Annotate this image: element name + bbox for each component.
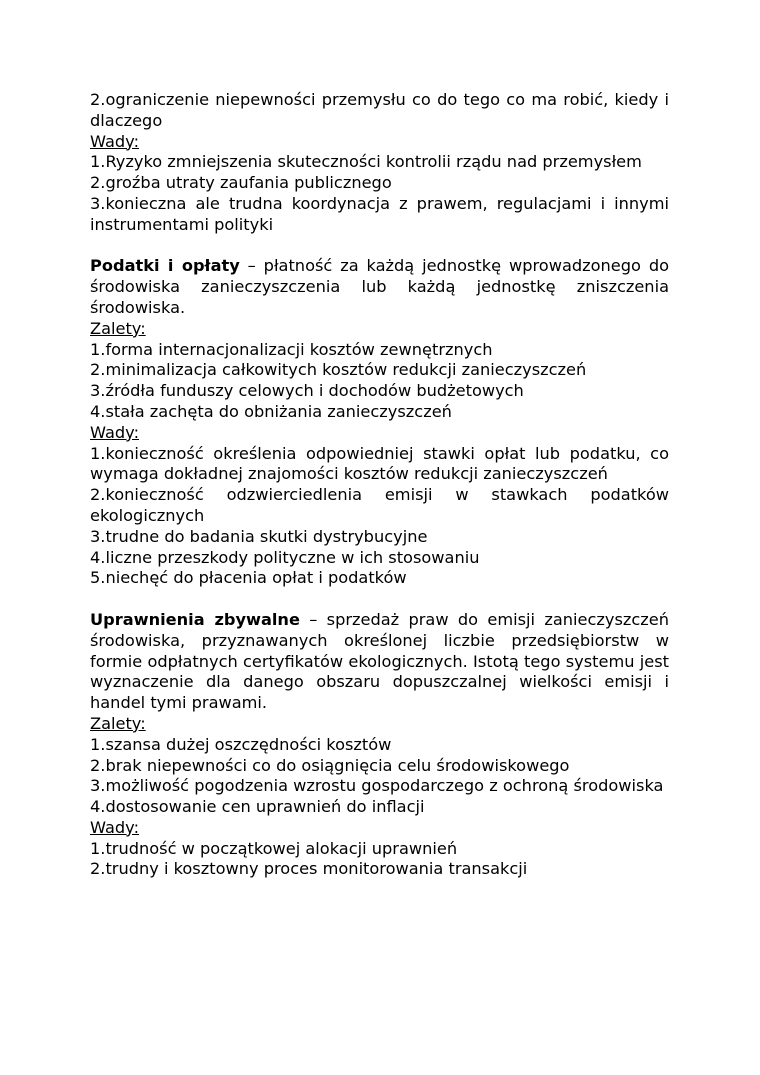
- list-item: 1.forma internacjonalizacji kosztów zewnętrznych: [90, 339, 493, 359]
- definition-text: – sprzedaż praw do emisji zanieczyszczeń środowiska, przyznawanych określonej liczbie przedsiębiorstw w formie odpłatnych certyfikatów ekologicznych. Istotą tego systemu jest wyznaczenie dla danego obszaru dopuszczalnej wielkości emisji i handel tymi prawami.: [90, 609, 669, 713]
- list-item: 4.dostosowanie cen uprawnień do inflacji: [90, 797, 425, 817]
- wady-heading: Wady:: [90, 817, 140, 837]
- list-item: 2.konieczność odzwierciedlenia emisji w stawkach podatków ekologicznych: [90, 485, 669, 525]
- list-item: 2.groźba utraty zaufania publicznego: [90, 173, 392, 193]
- zalety-heading: Zalety:: [90, 318, 146, 338]
- list-item: 4.liczne przeszkody polityczne w ich stosowaniu: [90, 547, 480, 567]
- section-term: Uprawnienia zbywalne: [90, 609, 300, 629]
- list-item: 1.trudność w początkowej alokacji uprawnień: [90, 838, 458, 858]
- list-item: 5.niechęć do płacenia opłat i podatków: [90, 568, 407, 588]
- list-item: 3.konieczna ale trudna koordynacja z prawem, regulacjami i innymi instrumentami polityki: [90, 193, 669, 234]
- wady-heading: Wady:: [90, 422, 140, 442]
- section-definition: [90, 256, 669, 318]
- list-item: 2.brak niepewności co do osiągnięcia celu środowiskowego: [90, 755, 570, 775]
- list-item: 1.szansa dużej oszczędności kosztów: [90, 734, 392, 754]
- list-item: 4.stała zachęta do obniżania zanieczyszczeń: [90, 401, 452, 421]
- list-item: 3.możliwość pogodzenia wzrostu gospodarczego z ochroną środowiska: [90, 776, 664, 796]
- spacer: [90, 236, 669, 257]
- list-item: 1.konieczność określenia odpowiedniej stawki opłat lub podatku, co wymaga dokładnej znajomości kosztów redukcji zanieczyszczeń: [90, 443, 669, 484]
- document-page: [90, 90, 669, 880]
- section-definition: [90, 610, 669, 714]
- list-item: 2.ograniczenie niepewności przemysłu co do tego co ma robić, kiedy i dlaczego: [90, 90, 669, 130]
- list-item: 2.trudny i kosztowny proces monitorowania transakcji: [90, 859, 528, 879]
- list-item: 2.minimalizacja całkowitych kosztów redukcji zanieczyszczeń: [90, 360, 587, 380]
- spacer: [90, 589, 669, 610]
- list-item: 3.trudne do badania skutki dystrybucyjne: [90, 526, 428, 546]
- list-item: 1.Ryzyko zmniejszenia skuteczności kontrolii rządu nad przemysłem: [90, 152, 642, 172]
- zalety-heading: Zalety:: [90, 713, 146, 733]
- definition-text: – płatność za każdą jednostkę wprowadzonego do środowiska zanieczyszczenia lub każdą jednostkę zniszczenia środowiska.: [90, 256, 670, 317]
- wady-heading: Wady:: [90, 131, 140, 151]
- list-item: 3.źródła funduszy celowych i dochodów budżetowych: [90, 381, 524, 401]
- section-term: Podatki i opłaty: [90, 256, 240, 276]
